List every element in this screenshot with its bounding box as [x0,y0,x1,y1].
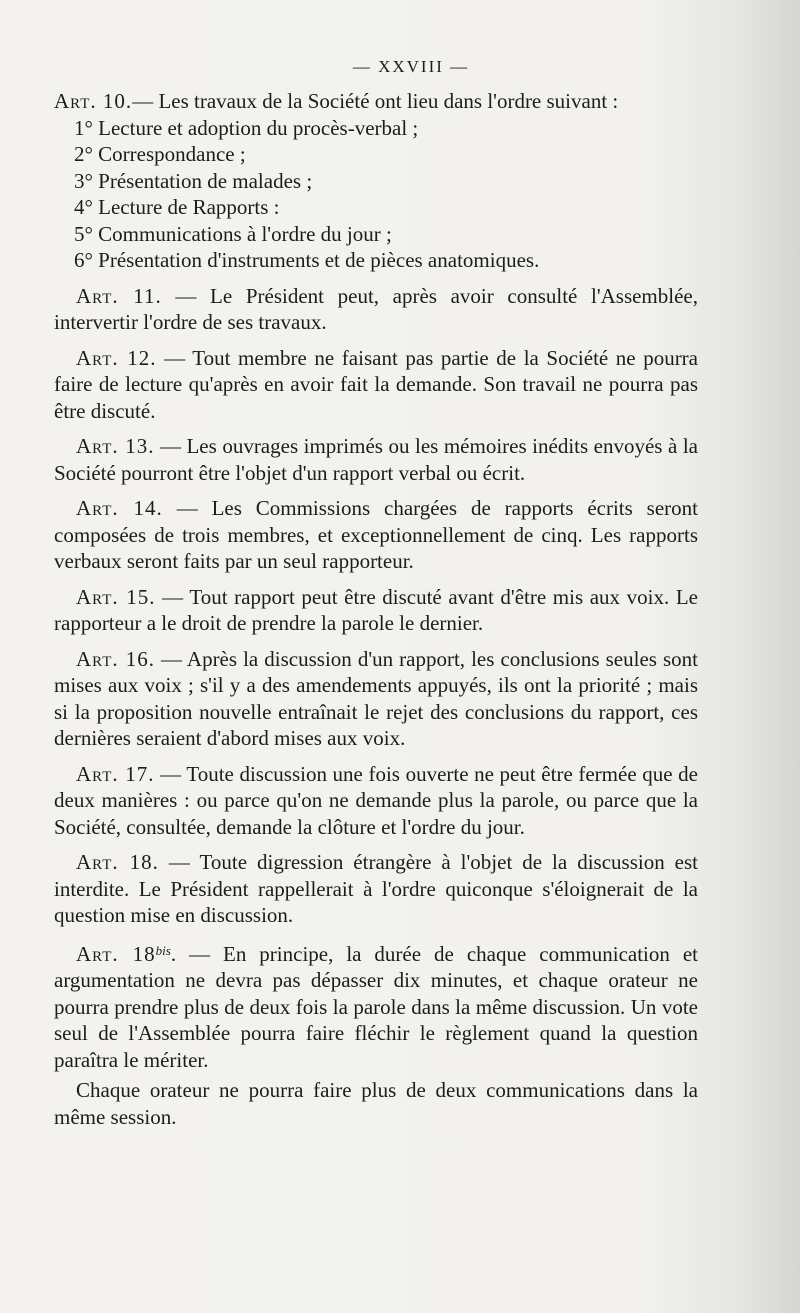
list-item: 1° Lecture et adoption du procès-verbal ; [74,115,419,140]
article-text: — Les travaux de la Société ont lieu dans l'ordre suivant : [132,89,619,113]
article-16 [54,646,698,752]
article-12 [54,345,698,425]
article-suffix: bis [155,942,171,958]
article-label: Art. 10. [54,89,133,113]
article-label: Art. 15. [76,584,156,609]
article-label: Art. 18. [76,850,159,874]
article-label: Art. 12. [76,345,157,370]
article-label: Art. 16. [76,646,155,671]
article-17 [54,761,698,841]
article-label: Art. 11. [76,283,162,308]
article-text: — Tout rapport peut être discuté avant d'être mis aux voix. Le rapporteur a le droit de prendre la parole le dernier. [54,584,698,635]
article-11 [54,283,698,336]
article-10 [54,88,698,115]
article-18 [54,849,698,929]
article-text: — Toute digression étrangère à l'objet de la discussion est interdite. Le Président rappellerait à l'ordre quiconque s'éloignerait de la question mise en discussion. [54,850,699,927]
article-text: — Après la discussion d'un rapport, les conclusions seules sont mises aux voix ; s'il y a des amendements appuyés, ils ont la priorité ; mais si la proposition nouvelle entraînait le rejet des conclusions du rapport, ces dernières seraient d'abord mises aux voix. [54,646,698,750]
list-item: 3° Présentation de malades ; [74,168,313,193]
article-label: Art. 18 [76,941,156,966]
article-label: Art. 13. [76,434,155,458]
article-text: — Toute discussion une fois ouverte ne peut être fermée que de deux manières : ou parce qu'on ne demande plus la parole, ou parce que la Société, consultée, demande la clôture et l'ordre du jour. [54,761,698,839]
list-item: 4° Lecture de Rapports : [74,195,280,219]
article-14 [54,495,698,575]
article-label: Art. 14. [76,496,163,520]
page-content [54,52,698,1130]
article-13 [54,433,698,486]
article-15 [54,584,698,637]
closing-paragraph: Chaque orateur ne pourra faire plus de deux communications dans la même session. [54,1078,698,1129]
list-item: 6° Présentation d'instruments et de pièces anatomiques. [74,248,540,272]
list-item: 5° Communications à l'ordre du jour ; [74,221,392,246]
list-item: 2° Correspondance ; [74,142,246,166]
article-text: — Tout membre ne faisant pas partie de la Société ne pourra faire de lecture qu'après en avoir fait la demande. Son travail ne pourra pas être discuté. [54,345,698,423]
article-label: Art. 17. [76,761,155,786]
article-18-bis [54,938,698,1074]
article-text: — Le Président peut, après avoir consulté l'Assemblée, intervertir l'ordre de ses travaux. [54,283,698,334]
page-number: — XXVIII — [352,57,470,76]
article-text: — Les ouvrages imprimés ou les mémoires inédits envoyés à la Société pourront être l'objet d'un rapport verbal ou écrit. [54,434,698,485]
article-text: . — En principe, la durée de chaque communication et argumentation ne devra pas dépasser dix minutes, et chaque orateur ne pourra prendre plus de deux fois la parole dans la même discussion. Un vote seul de l'Assemblée pourra faire fléchir le règlement quand la question paraîtra le mériter. [54,941,698,1072]
article-text: — Les Commissions chargées de rapports écrits seront composées de trois membres, et exceptionnellement de cinq. Les rapports verbaux seront faits par un seul rapporteur. [54,496,698,573]
